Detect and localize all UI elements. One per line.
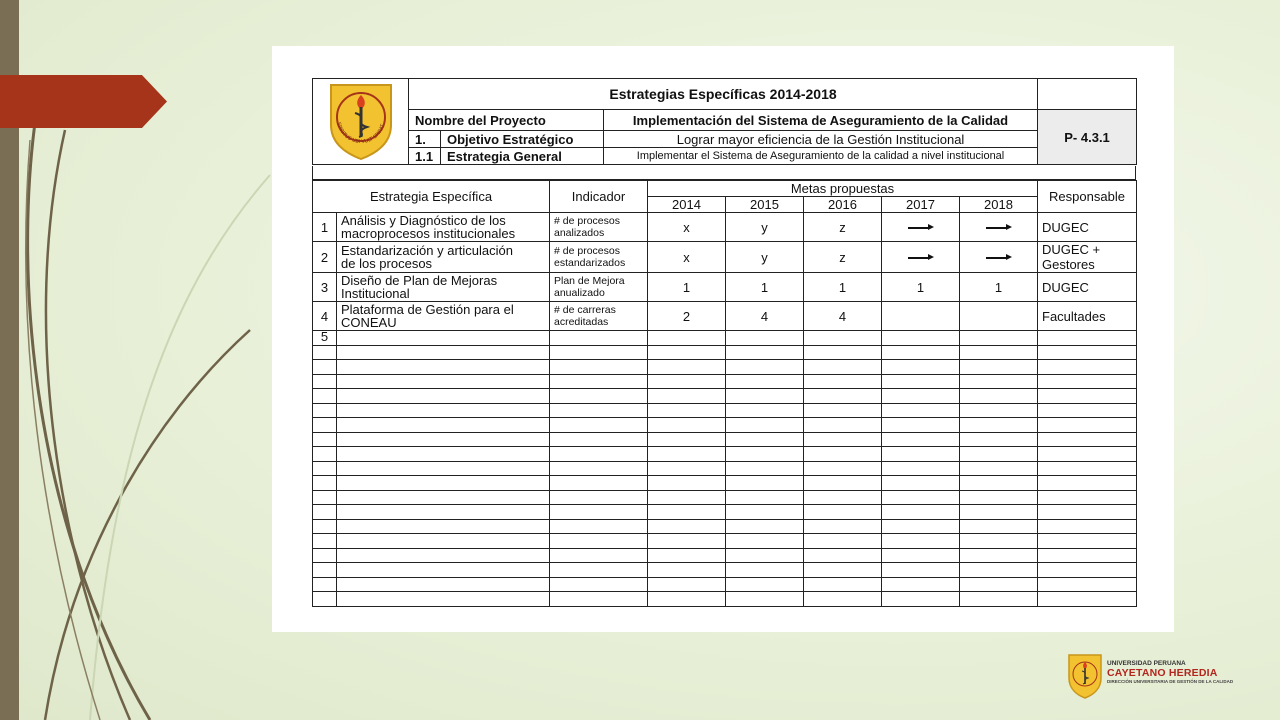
footer-line-1: UNIVERSIDAD PERUANA [1107,660,1186,667]
header-table [312,78,1137,165]
table-row [313,213,1137,242]
empty-row [313,360,1137,375]
row-strategy: Plataforma de Gestión para el CONEAU [337,302,550,331]
col-goals: Metas propuestas [648,181,1038,197]
empty-row [313,548,1137,563]
project-label: Nombre del Proyecto [409,110,604,131]
empty-row [313,345,1137,360]
objective-value: Lograr mayor eficiencia de la Gestión Institucional [604,131,1038,148]
col-year-2016: 2016 [804,197,882,213]
title-arrow-tab [0,75,167,128]
col-year-2014: 2014 [648,197,726,213]
empty-row [313,476,1137,491]
row-indicator: # de procesos analizados [550,213,648,242]
col-indicator: Indicador [550,181,648,213]
row-2017 [882,242,960,273]
footer-brand [1107,660,1233,684]
empty-row [313,519,1137,534]
footer-shield-logo [1066,652,1104,700]
row-indicator: # de carreras acreditadas [550,302,648,331]
row-2017 [882,302,960,331]
row-2016: 4 [804,302,882,331]
row-2015: y [726,242,804,273]
col-strategy: Estrategia Específica [313,181,550,213]
row-2015: 1 [726,273,804,302]
empty-row [313,577,1137,592]
row-number: 4 [313,302,337,331]
row-2014: x [648,242,726,273]
empty-row [313,418,1137,433]
table-row [313,273,1137,302]
row-strategy: Análisis y Diagnóstico de los macroprocesos institucionales [337,213,550,242]
row-2018 [960,242,1038,273]
svg-text:SPIRITUS UBI VULT SPIRAT: SPIRITUS UBI VULT SPIRAT [334,121,386,146]
empty-row [313,403,1137,418]
empty-row [313,447,1137,462]
row-number: 5 [313,331,337,346]
empty-row [313,389,1137,404]
table-row [313,242,1137,273]
logo-cell [313,79,409,165]
row-indicator: # de procesos estandarizados [550,242,648,273]
row-2015: y [726,213,804,242]
empty-row [313,374,1137,389]
table-spacer [312,166,1136,180]
row-number: 1 [313,213,337,242]
right-arrow-icon [986,253,1012,263]
row-strategy: Estandarización y articulación de los procesos [337,242,550,273]
empty-row [313,490,1137,505]
empty-row [313,505,1137,520]
document-title: Estrategias Específicas 2014-2018 [409,79,1038,110]
empty-row [313,432,1137,447]
empty-row [313,534,1137,549]
empty-row [313,461,1137,476]
strategies-table [312,180,1137,607]
col-year-2015: 2015 [726,197,804,213]
col-responsible: Responsable [1038,181,1137,213]
project-value: Implementación del Sistema de Aseguramiento de la Calidad [604,110,1038,131]
strategy-label: Estrategia General [441,148,604,165]
table-row [313,331,1137,346]
table-row [313,302,1137,331]
row-2014: x [648,213,726,242]
row-2017 [882,213,960,242]
col-year-2017: 2017 [882,197,960,213]
right-arrow-icon [986,223,1012,233]
row-indicator: Plan de Mejora anualizado [550,273,648,302]
row-2018: 1 [960,273,1038,302]
footer-line-3: DIRECCIÓN UNIVERSITARIA DE GESTIÓN DE LA CALIDAD [1107,679,1234,684]
strategy-value: Implementar el Sistema de Aseguramiento de la calidad a nivel institucional [604,148,1038,165]
university-shield-logo [325,79,397,161]
strategy-number: 1.1 [409,148,441,165]
row-number: 3 [313,273,337,302]
footer-line-2: CAYETANO HEREDIA [1107,667,1218,679]
row-2015: 4 [726,302,804,331]
row-responsible: DUGEC + Gestores [1038,242,1137,273]
row-2014: 1 [648,273,726,302]
document-code: P- 4.3.1 [1038,110,1137,165]
row-strategy: Diseño de Plan de Mejoras Institucional [337,273,550,302]
empty-row [313,563,1137,578]
row-2014: 2 [648,302,726,331]
row-2016: z [804,242,882,273]
row-2018 [960,213,1038,242]
row-responsible: DUGEC [1038,213,1137,242]
row-responsible: Facultades [1038,302,1137,331]
row-2016: z [804,213,882,242]
objective-label: Objetivo Estratégico [441,131,604,148]
empty-row [313,592,1137,607]
right-arrow-icon [908,253,934,263]
row-responsible: DUGEC [1038,273,1137,302]
right-arrow-icon [908,223,934,233]
row-2018 [960,302,1038,331]
row-2016: 1 [804,273,882,302]
row-2017: 1 [882,273,960,302]
objective-number: 1. [409,131,441,148]
col-year-2018: 2018 [960,197,1038,213]
row-number: 2 [313,242,337,273]
